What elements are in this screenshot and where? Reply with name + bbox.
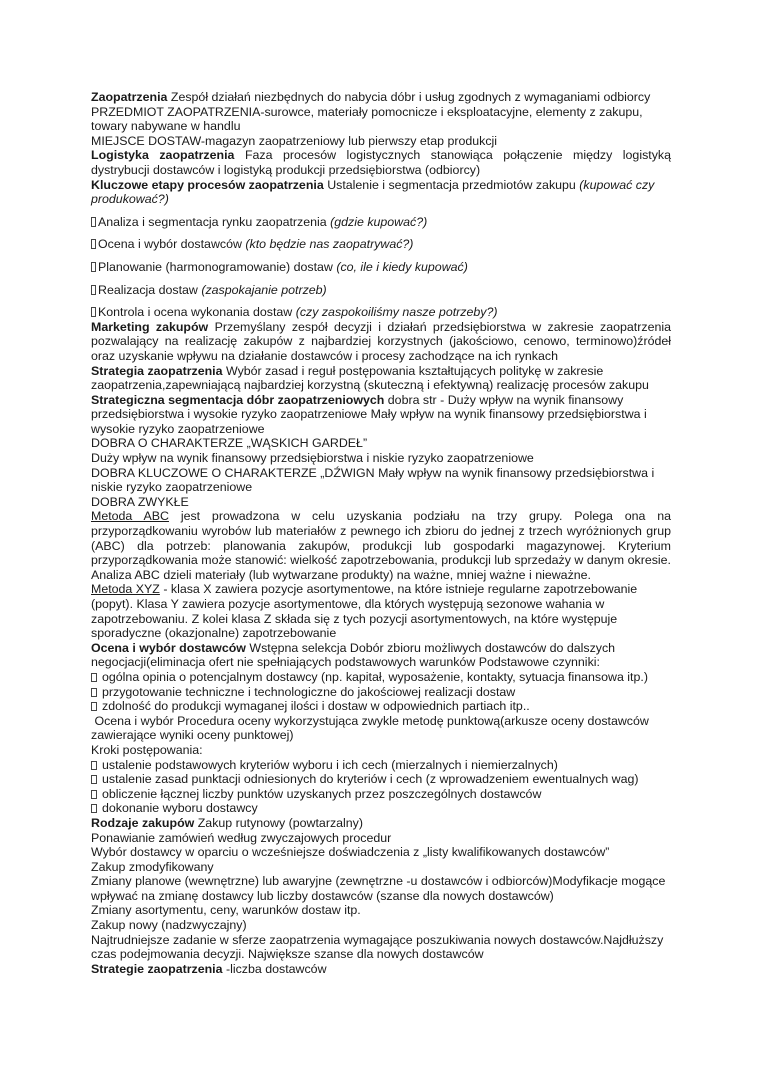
procedura-text: Ocena i wybór Procedura oceny wykorzystująca zwykle metodę punktową(arkusze oceny dostawców zawierające wyniki oceny punktowej) xyxy=(91,713,649,743)
def-zaopatrzenia: Zespół działań niezbędnych do nabycia dóbr i usług zgodnych z wymaganiami odbiorcy xyxy=(170,90,651,104)
para-dobra-waskie: DOBRA O CHARAKTERZE „WĄSKICH GARDEŁ” xyxy=(91,436,368,451)
bullet-glyph-icon xyxy=(91,688,97,697)
bullet-glyph-icon xyxy=(91,790,97,799)
list-item-text: ogólna opinia o potencjalnym dostawcy (np. kapitał, wyposażenie, kontakty, sytuacja finansowa itp.) xyxy=(102,669,648,684)
para-segmentacja xyxy=(91,393,671,437)
term-strategia: Strategia zaopatrzenia xyxy=(91,363,223,378)
def-kluczowe-question: (kupować czy produkować?) xyxy=(91,177,655,207)
para-zmiany-asortymentu: Zmiany asortymentu, ceny, warunków dostaw itp. xyxy=(91,903,361,918)
list-item xyxy=(91,758,671,773)
para-miejsce: MIEJSCE DOSTAW-magazyn zaopatrzeniowy lub pierwszy etap produkcji xyxy=(91,133,498,148)
stage-item xyxy=(91,237,671,252)
list-item-text: ustalenie zasad punktacji odniesionych do kryteriów i cech (z wprowadzeniem ewentualnych wag) xyxy=(102,772,639,787)
def-ocena: Wstępna selekcja Dobór zbioru możliwych dostawców do dalszych negocjacji(eliminacja ofert nie spełniających podstawowych warunków Podstawowe czynniki: xyxy=(91,640,616,670)
stage-question: (kto będzie nas zaopatrywać?) xyxy=(245,237,414,252)
term-segmentacja: Strategiczna segmentacja dóbr zaopatrzeniowych xyxy=(91,392,385,407)
bullet-glyph-icon xyxy=(91,761,97,770)
para-przedmiot: PRZEDMIOT ZAOPATRZENIA-surowce, materiały pomocnicze i eksploatacyjne, elementy z zakupu, towary nabywane w handlu xyxy=(91,104,643,134)
def-strategia: Wybór zasad i reguł postępowania kształtujących politykę w zakresie zaopatrzenia,zapewniającą najbardziej korzystną (skuteczną i efektywną) realizację procesów zakupu xyxy=(91,363,649,393)
para-zmiany-planowe: Zmiany planowe (wewnętrzne) lub awaryjne (zewnętrzne -u dostawców i odbiorców)Modyfikacje mogące wpływać na zmianę dostawcy lub liczby dostawców (szanse dla nowych dostawców) xyxy=(91,874,666,903)
list-item xyxy=(91,699,671,714)
term-metoda-abc: Metoda ABC xyxy=(91,509,169,524)
term-kluczowe: Kluczowe etapy procesów zaopatrzenia xyxy=(91,177,324,192)
para-dobra-zwykle: DOBRA ZWYKŁE xyxy=(91,494,189,509)
def-logistyka: Faza procesów logistycznych stanowiąca połączenie między logistyką dystrybucji dostawców i logistyką produkcji przedsiębiorstwa (odbiorcy) xyxy=(91,148,671,177)
stage-question: (czy zaspokoiliśmy nasze potrzeby?) xyxy=(295,305,498,320)
checkbox-glyph-icon xyxy=(91,285,96,295)
stage-item xyxy=(91,283,671,298)
para-metoda-xyz xyxy=(91,582,671,640)
checkbox-glyph-icon xyxy=(91,239,96,249)
document-page xyxy=(91,90,671,976)
def-segmentacja: dobra str - Duży wpływ na wynik finansowy przedsiębiorstwa i wysokie ryzyko zaopatrzeniowe Mały wpływ na wynik finansowy przedsiębiorstwa i wysokie ryzyko zaopatrzeniowe xyxy=(91,392,647,436)
para-rodzaje xyxy=(91,816,671,831)
para-kluczowe xyxy=(91,178,671,207)
stage-text: Kontrola i ocena wykonania dostaw xyxy=(98,305,293,320)
list-item xyxy=(91,670,671,685)
stage-question: (zaspokajanie potrzeb) xyxy=(201,282,327,297)
def-rodzaje: Zakup rutynowy (powtarzalny) xyxy=(197,815,364,830)
list-item-text: obliczenie łącznej liczby punktów uzyskanych przez poszczególnych dostawców xyxy=(102,786,542,801)
para-zaopatrzenia xyxy=(91,90,671,105)
para-logistyka xyxy=(91,148,671,177)
list-item xyxy=(91,685,671,700)
def-metoda-xyz: - klasa X zawiera pozycje asortymentowe, na które istnieje regularne zapotrzebowanie (popyt). Klasa Y zawiera pozycje asortymentowe, dla których występują sezonowe wahania w zapotrzebowaniu. Z kolei klasa Z składa się z tych pozycji asortymentowych, na które występuje sporadyczne (okazjonalne) zapotrzebowanie xyxy=(91,582,638,641)
para-strategie xyxy=(91,962,671,977)
term-zaopatrzenia: Zaopatrzenia xyxy=(91,90,168,104)
term-strategie: Strategie zaopatrzenia xyxy=(91,961,223,976)
bullet-glyph-icon xyxy=(91,804,97,813)
para-najtrudniejsze: Najtrudniejsze zadanie w sferze zaopatrzenia wymagające poszukiwania nowych dostawców.Najdłuższy czas podejmowania decyzji. Największe szanse dla nowych dostawców xyxy=(91,932,664,962)
stage-text: Realizacja dostaw xyxy=(98,282,198,297)
list-item xyxy=(91,801,671,816)
para-kroki: Kroki postępowania: xyxy=(91,742,203,757)
para-metoda-abc xyxy=(91,509,671,582)
stage-text: Ocena i wybór dostawców xyxy=(98,237,242,252)
para-procedura xyxy=(91,714,671,743)
para-ponawianie: Ponawianie zamówień według zwyczajowych procedur xyxy=(91,830,392,845)
term-metoda-xyz: Metoda XYZ xyxy=(91,582,160,597)
term-rodzaje: Rodzaje zakupów xyxy=(91,815,195,830)
para-ocena xyxy=(91,641,671,670)
list-item-text: ustalenie podstawowych kryteriów wyboru i ich cech (mierzalnych i niemierzalnych) xyxy=(102,757,558,772)
list-item-text: dokonanie wyboru dostawcy xyxy=(102,801,258,816)
bullet-glyph-icon xyxy=(91,775,97,784)
def-kluczowe: Ustalenie i segmentacja przedmiotów zakupu xyxy=(327,177,576,192)
term-ocena: Ocena i wybór dostawców xyxy=(91,640,246,655)
checkbox-glyph-icon xyxy=(91,262,96,272)
checkbox-glyph-icon xyxy=(91,307,96,317)
para-dobra-kluczowe: DOBRA KLUCZOWE O CHARAKTERZE „DŹWIGN Mały wpływ na wynik finansowy przedsiębiorstwa i niskie ryzyko zaopatrzeniowe xyxy=(91,465,655,495)
list-item-text: zdolność do produkcji wymaganej ilości i dostaw w odpowiednich partiach itp.. xyxy=(102,699,530,714)
stage-question: (co, ile i kiedy kupować) xyxy=(336,259,468,274)
list-item-text: przygotowanie techniczne i technologiczne do jakościowej realizacji dostaw xyxy=(102,684,516,699)
list-item xyxy=(91,787,671,802)
bullet-glyph-icon xyxy=(91,702,97,711)
para-zmodyfikowany: Zakup zmodyfikowany xyxy=(91,859,214,874)
list-item xyxy=(91,772,671,787)
para-strategia xyxy=(91,364,671,393)
bullet-glyph-icon xyxy=(91,673,97,682)
para-marketing xyxy=(91,320,671,364)
stage-question: (gdzie kupować?) xyxy=(330,214,428,229)
stage-item xyxy=(91,260,671,275)
stage-item xyxy=(91,215,671,230)
stage-text: Planowanie (harmonogramowanie) dostaw xyxy=(98,259,333,274)
def-metoda-abc: jest prowadzona w celu uzyskania podziału na trzy grupy. Polega ona na przyporządkowaniu wyrobów lub materiałów z pewnego ich zbioru do jednej z trzech wyróżnionych grup (ABC) dla potrzeb: planowania zakupów, produkcji lub gospodarki magazynowej. Kryterium przyporządkowania może stanowić: wielkość zapotrzebowania, produkcji lub sprzedaży w danym okresie. Analiza ABC dzieli materiały (lub wytwarzane produkty) na ważne, mniej ważne i nieważne. xyxy=(91,509,671,582)
term-logistyka: Logistyka zaopatrzenia xyxy=(91,148,235,163)
checkbox-glyph-icon xyxy=(91,217,96,227)
def-marketing: Przemyślany zespół decyzji i działań przedsiębiorstwa w zakresie zaopatrzenia pozwalający na realizację zakupów z najbardziej korzystnych (jakościowo, cenowo, terminowo)źródeł oraz uzyskanie wpływu na działanie dostawców i procesy zachodzące na ich rynkach xyxy=(91,319,671,363)
stage-item xyxy=(91,305,671,320)
def-strategie: -liczba dostawców xyxy=(225,961,327,976)
para-duzy-wplyw: Duży wpływ na wynik finansowy przedsiębiorstwa i niskie ryzyko zaopatrzeniowe xyxy=(91,451,534,466)
para-wybor: Wybór dostawcy w oparciu o wcześniejsze doświadczenia z „listy kwalifikowanych dostawców” xyxy=(91,845,610,860)
term-marketing: Marketing zakupów xyxy=(91,319,209,334)
para-zakup-nowy: Zakup nowy (nadzwyczajny) xyxy=(91,918,247,933)
stage-text: Analiza i segmentacja rynku zaopatrzenia xyxy=(98,214,327,229)
